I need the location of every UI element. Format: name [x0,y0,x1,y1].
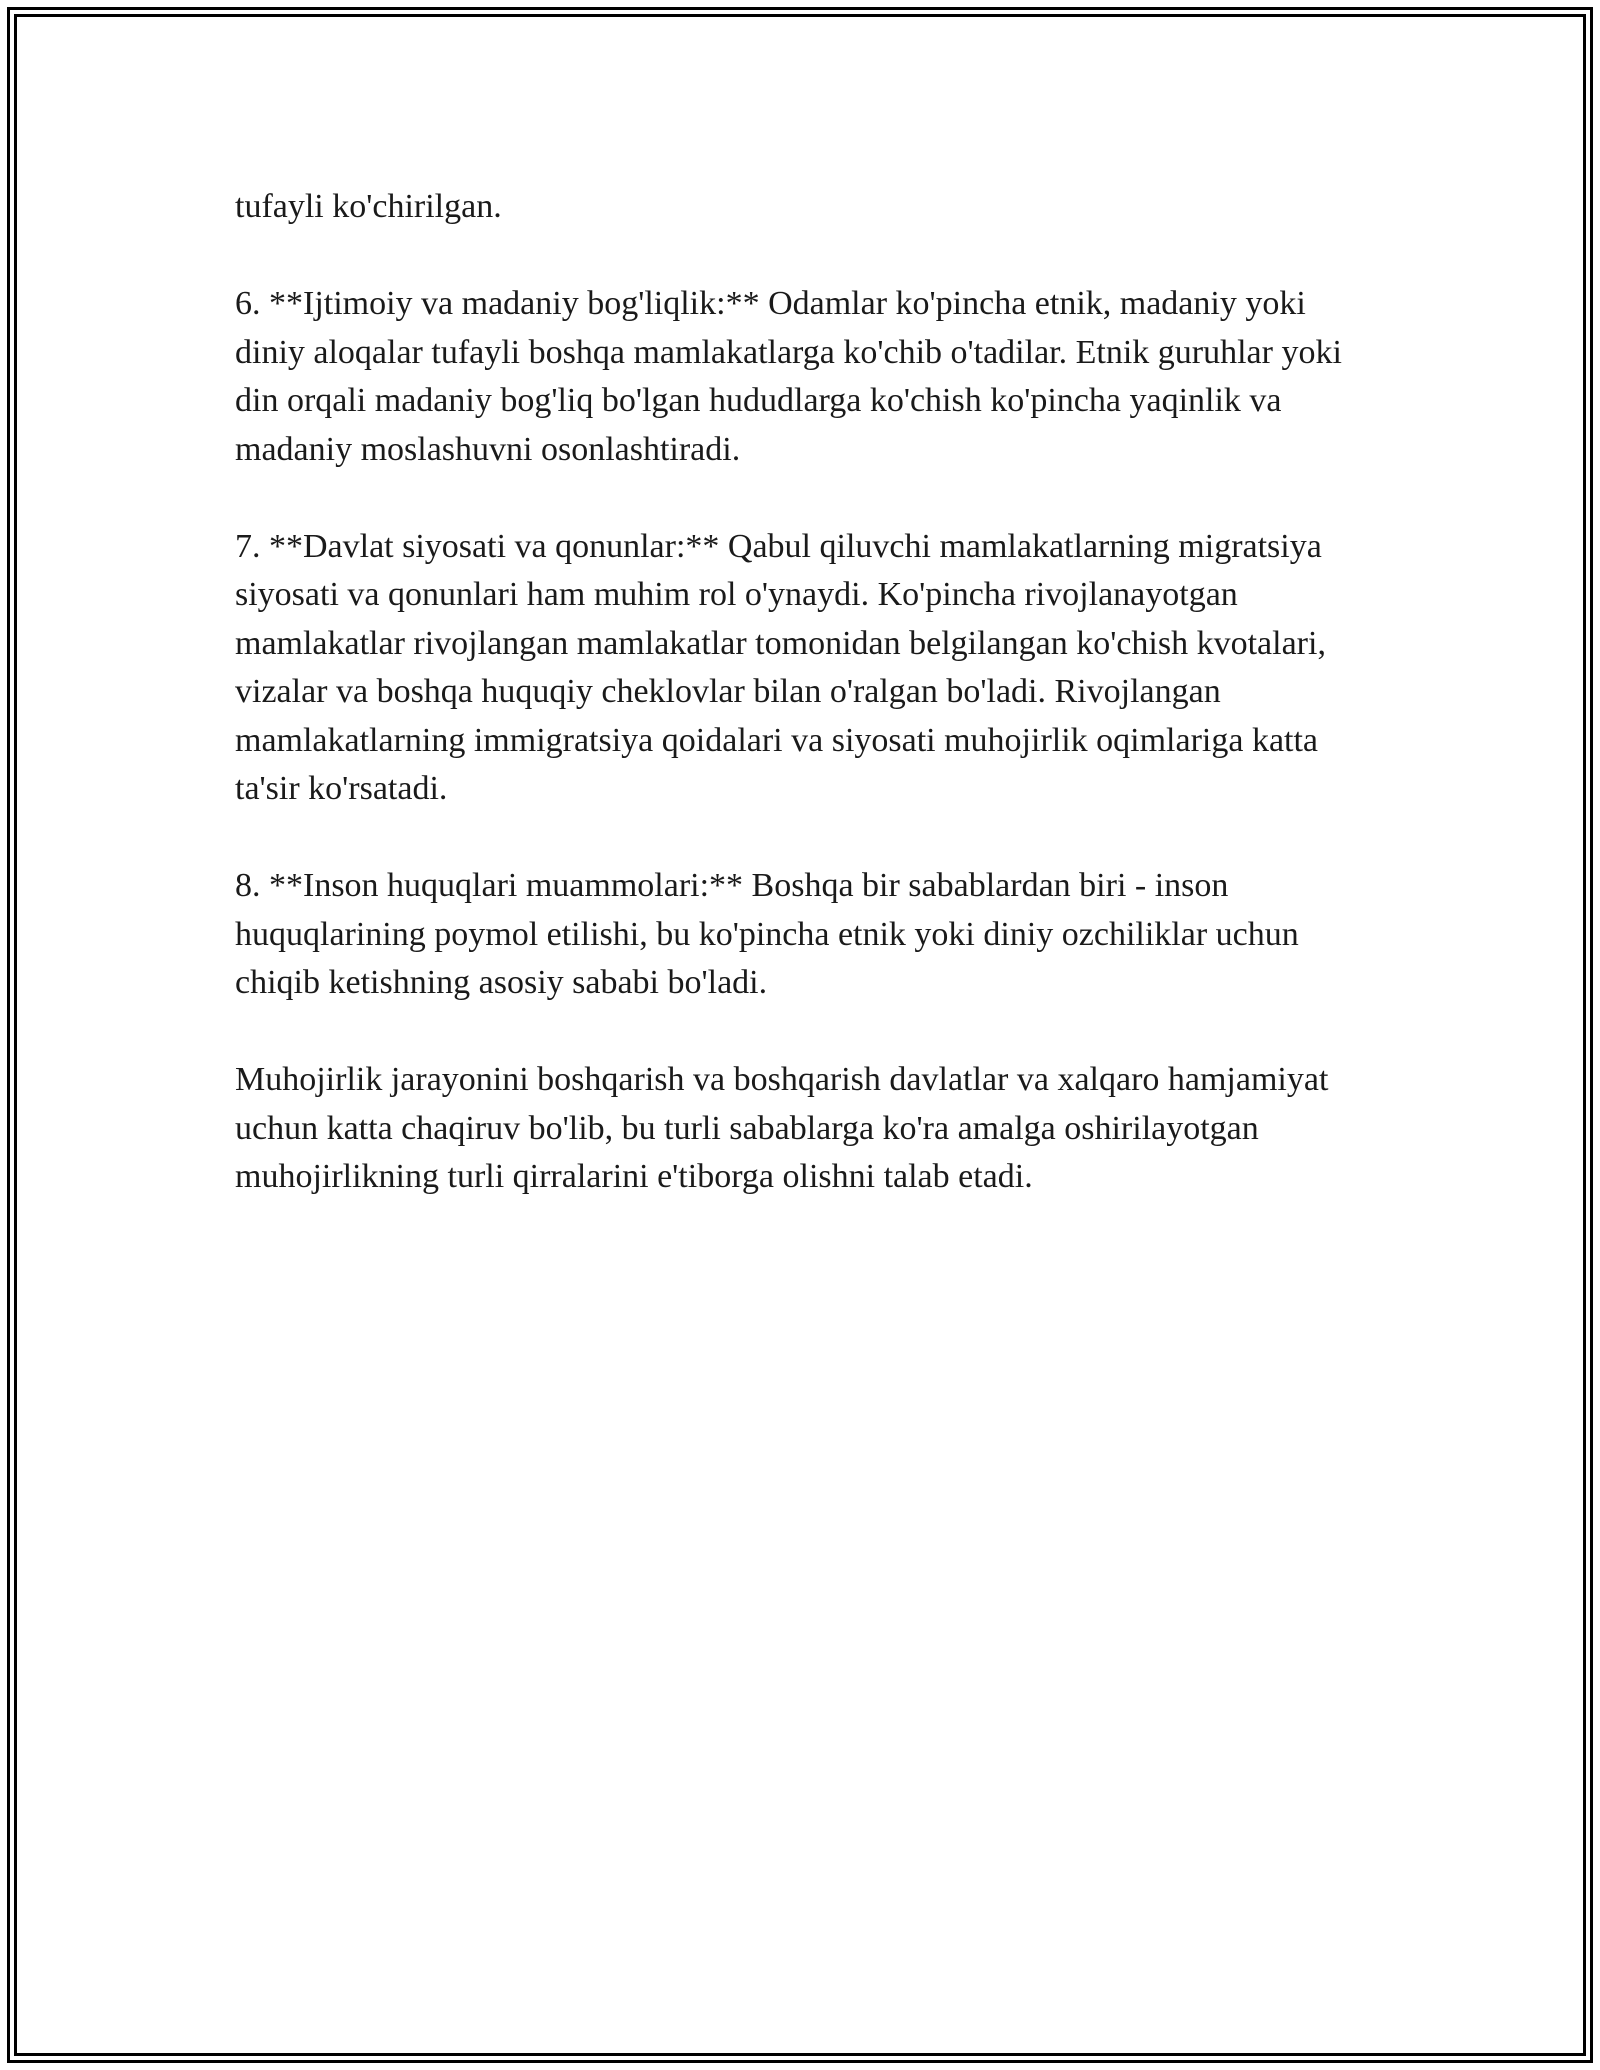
paragraph-item-8: 8. **Inson huquqlari muammolari:** Boshqa bir sabablardan biri - inson huquqlarining poymol etilishi, bu ko'pincha etnik yoki diniy ozchiliklar uchun chiqib ketishning asosiy sababi bo'ladi. [235,867,1299,1001]
paragraph-item-7: 7. **Davlat siyosati va qonunlar:** Qabul qiluvchi mamlakatlarning migratsiya siyosati va qonunlari ham muhim rol o'ynaydi. Ko'pincha rivojlanayotgan mamlakatlar rivojlangan mamlakatlar tomonidan belgilangan ko'chish kvotalari, vizalar va boshqa huquqiy cheklovlar bilan o'ralgan bo'ladi. Rivojlangan mamlakatlarning immigratsiya qoidalari va siyosati muhojirlik oqimlariga katta ta'sir ko'rsatadi. [235,527,1326,807]
paragraph-continuation: tufayli ko'chirilgan. [235,188,502,225]
document-body [235,183,1365,1250]
paragraph-item-6: 6. **Ijtimoiy va madaniy bog'liqlik:** Odamlar ko'pincha etnik, madaniy yoki diniy aloqalar tufayli boshqa mamlakatlarga ko'chib o'tadilar. Etnik guruhlar yoki din orqali madaniy bog'liq bo'lgan hududlarga ko'chish ko'pincha yaqinlik va madaniy moslashuvni osonlashtiradi. [235,285,1342,468]
paragraph-conclusion: Muhojirlik jarayonini boshqarish va boshqarish davlatlar va xalqaro hamjamiyat uchun katta chaqiruv bo'lib, bu turli sabablarga ko'ra amalga oshirilayotgan muhojirlikning turli qirralarini e'tiborga olishni talab etadi. [235,1061,1329,1195]
